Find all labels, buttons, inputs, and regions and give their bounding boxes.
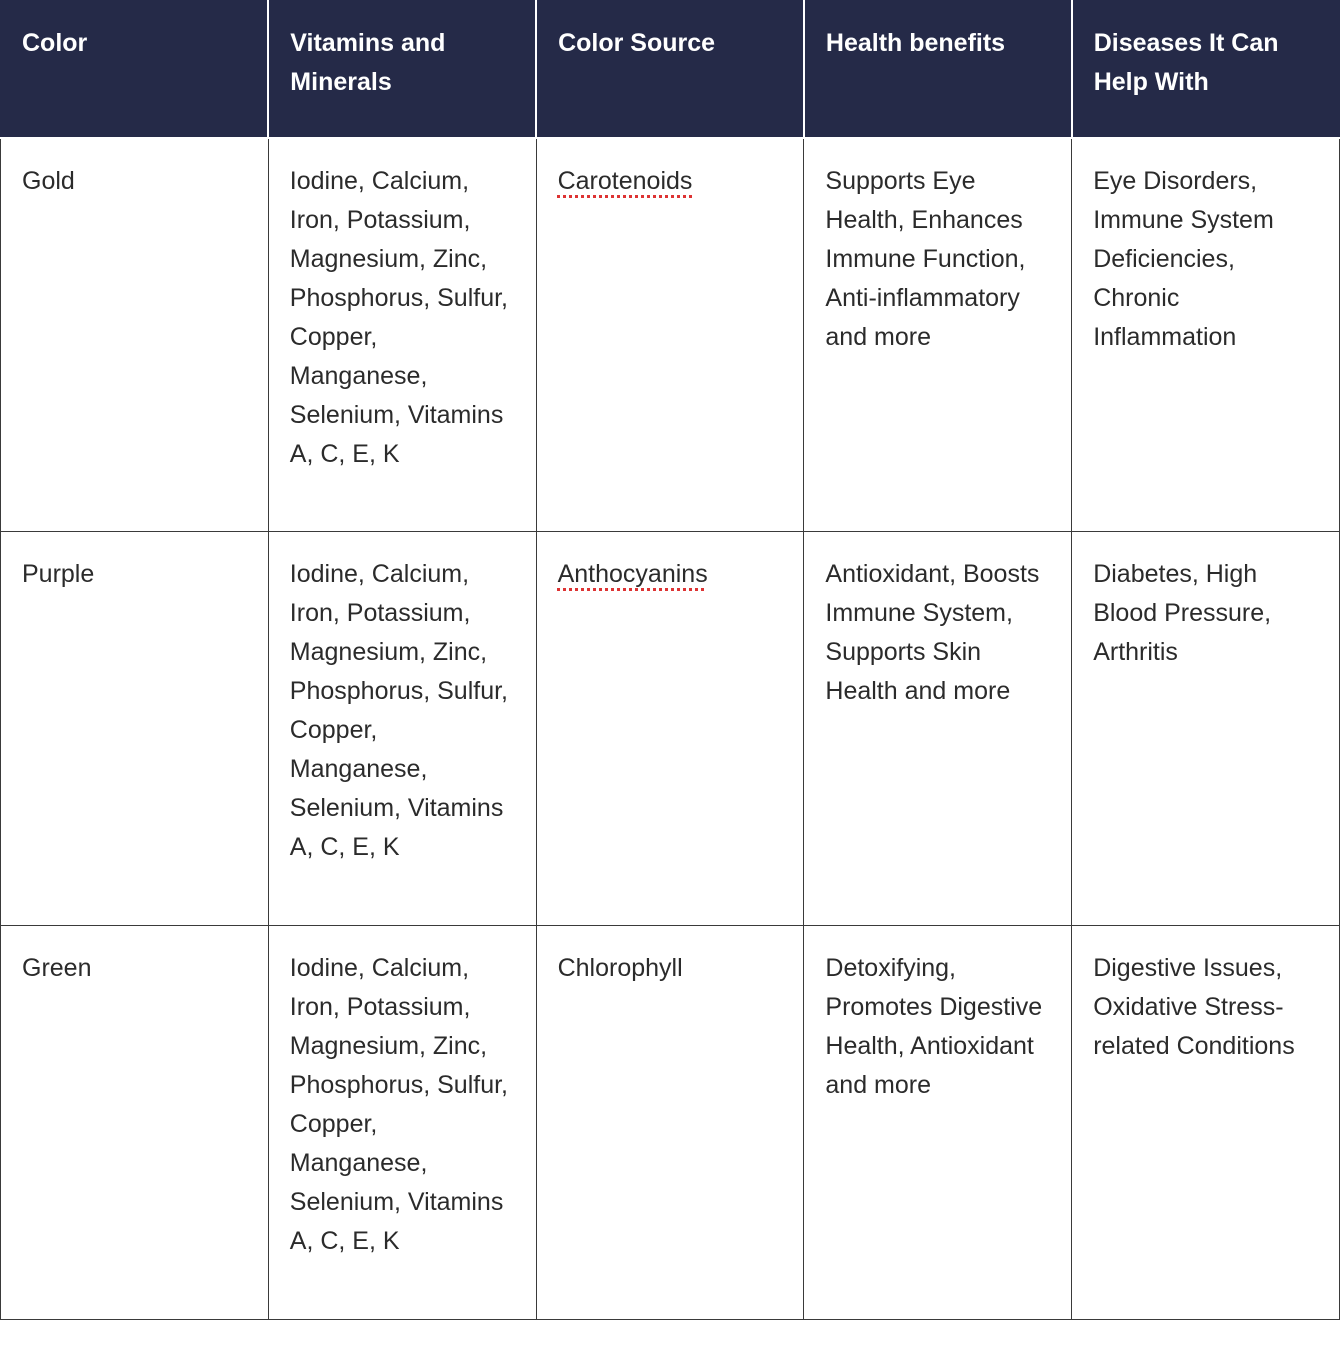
cell-diseases: Diabetes, High Blood Pressure, Arthritis [1072, 532, 1340, 926]
cell-source [536, 926, 804, 1320]
source-text[interactable]: Anthocyanins [557, 560, 708, 588]
header-color: Color [1, 1, 269, 138]
cell-diseases: Eye Disorders, Immune System Deficiencies, Chronic Inflammation [1072, 138, 1340, 532]
header-vitamins-minerals: Vitamins and Minerals [268, 1, 536, 138]
table-row-purple [1, 532, 1340, 926]
cell-diseases: Digestive Issues, Oxidative Stress-related Conditions [1072, 926, 1340, 1320]
cell-benefits: Detoxifying, Promotes Digestive Health, Antioxidant and more [804, 926, 1072, 1320]
cell-color: Green [1, 926, 269, 1320]
table-header [1, 1, 1340, 138]
cell-vitamins: Iodine, Calcium, Iron, Potassium, Magnesium, Zinc, Phosphorus, Sulfur, Copper, Manganese, Selenium, Vitamins A, C, E, K [268, 138, 536, 532]
header-diseases: Diseases It Can Help With [1072, 1, 1340, 138]
header-health-benefits: Health benefits [804, 1, 1072, 138]
cell-color: Gold [1, 138, 269, 532]
cell-source [536, 532, 804, 926]
table-body [1, 138, 1340, 1320]
source-text: Chlorophyll [557, 954, 683, 982]
header-color-source: Color Source [536, 1, 804, 138]
cell-source [536, 138, 804, 532]
cell-benefits: Antioxidant, Boosts Immune System, Supports Skin Health and more [804, 532, 1072, 926]
header-row [1, 1, 1340, 138]
cell-color: Purple [1, 532, 269, 926]
table-row-gold [1, 138, 1340, 532]
cell-benefits: Supports Eye Health, Enhances Immune Function, Anti-inflammatory and more [804, 138, 1072, 532]
cell-vitamins: Iodine, Calcium, Iron, Potassium, Magnesium, Zinc, Phosphorus, Sulfur, Copper, Manganese, Selenium, Vitamins A, C, E, K [268, 926, 536, 1320]
cell-vitamins: Iodine, Calcium, Iron, Potassium, Magnesium, Zinc, Phosphorus, Sulfur, Copper, Manganese, Selenium, Vitamins A, C, E, K [268, 532, 536, 926]
table-row-green [1, 926, 1340, 1320]
source-text[interactable]: Carotenoids [557, 166, 693, 195]
